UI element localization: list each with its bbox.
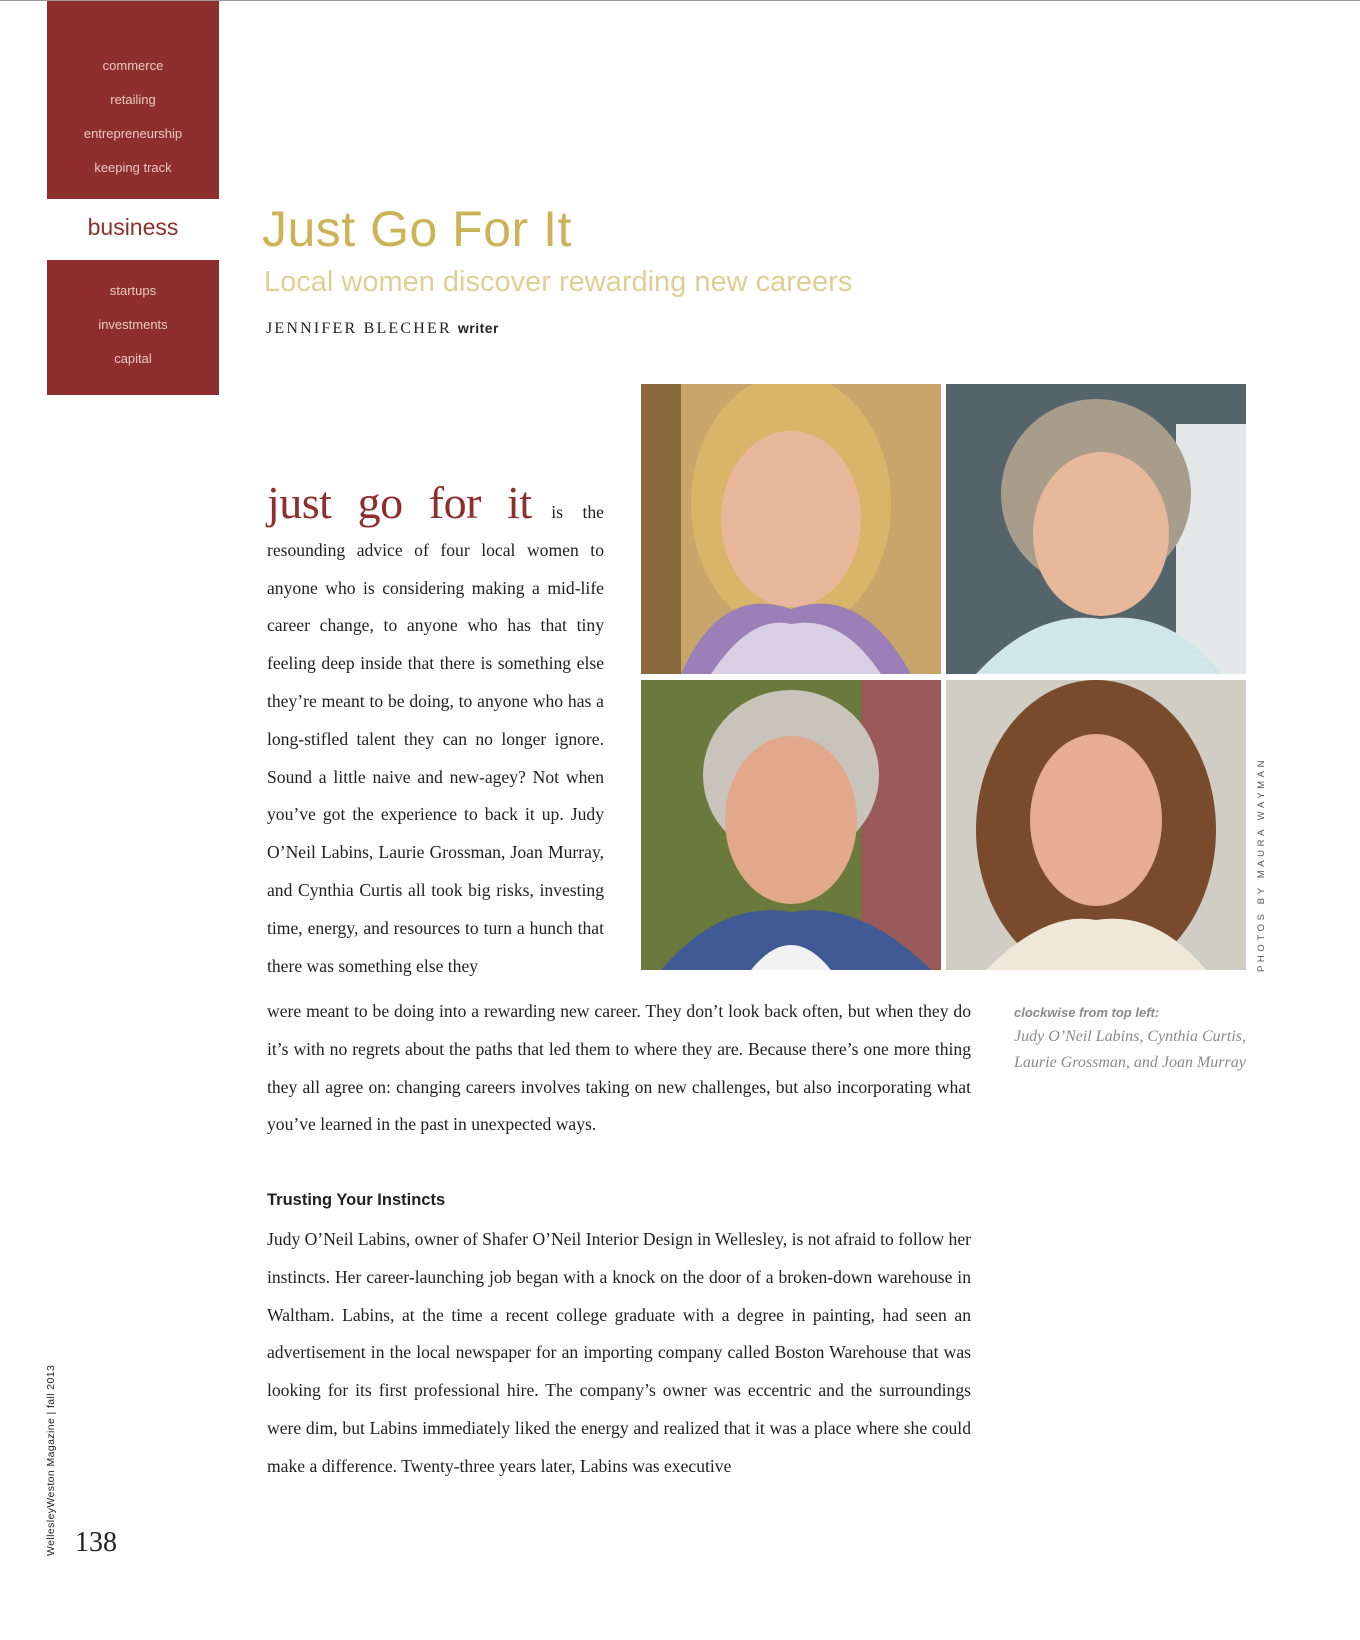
dropcap-lead: just go for it: [267, 477, 532, 528]
article-subtitle: Local women discover rewarding new careers: [264, 266, 853, 298]
photo-caption: [1014, 1005, 1264, 1076]
portrait-grid: [641, 384, 1246, 970]
nav-item-commerce[interactable]: commerce: [102, 58, 164, 73]
section-heading: Trusting Your Instincts: [267, 1191, 446, 1209]
author-role: writer: [457, 320, 499, 336]
photo-credit: PHOTOS BY MAURA WAYMAN: [1256, 756, 1267, 972]
lead-text: is the resounding advice of four local women to anyone who is considering making a mid-life career change, to anyone who has that tiny feeling deep inside that there is something else they’re meant to be doing, to anyone who has a long-stifled talent they can no longer ignore. Sound a little naive and new-agey? Not when you’ve got the experience to back it up. Judy O’Neil Labins, Laurie Grossman, Joan Murray, and Cynthia Curtis all took big risks, investing time, energy, and resources to turn a hunch that there was something else they: [267, 502, 604, 976]
nav-item-retailing[interactable]: retailing: [110, 92, 156, 107]
portrait-photo-top-left: [641, 384, 941, 674]
caption-names: Judy O’Neil Labins, Cynthia Curtis, Laurie Grossman, and Joan Murray: [1014, 1028, 1246, 1071]
portrait-photo-bottom-left: [641, 680, 941, 970]
section-paragraph: Judy O’Neil Labins, owner of Shafer O’Neil Interior Design in Wellesley, is not afraid to follow her instincts. Her career-launching job began with a knock on the door of a broken-down warehouse in Waltham. Labins, at the time a recent college graduate with a degree in painting, had seen an advertisement in the local newspaper for an importing company called Boston Warehouse that was looking for its first professional hire. The company’s owner was eccentric and the surroundings were dim, but Labins immediately liked the energy and realized that it was a place where she could make a difference. Twenty-three years later, Labins was executive: [267, 1229, 971, 1476]
nav-item-capital[interactable]: capital: [114, 351, 152, 366]
nav-item-keeping-track[interactable]: keeping track: [94, 160, 172, 175]
nav-item-startups[interactable]: startups: [109, 283, 157, 298]
section-nav-bottom: [47, 260, 219, 395]
author-name: JENNIFER BLECHER: [266, 320, 452, 337]
section-label: business: [87, 214, 179, 240]
lead-paragraph: [267, 477, 604, 985]
portrait-photo-bottom-right: [946, 680, 1246, 970]
nav-item-investments[interactable]: investments: [98, 317, 168, 332]
page-number: 138: [75, 1527, 117, 1558]
article-title: Just Go For It: [262, 201, 572, 257]
byline: [266, 320, 499, 338]
publication-info: WellesleyWeston Magazine | fall 2013: [45, 1364, 57, 1556]
nav-item-entrepreneurship[interactable]: entrepreneurship: [83, 126, 183, 141]
caption-lead: clockwise from top left:: [1014, 1005, 1160, 1020]
portrait-photo-top-right: [946, 384, 1246, 674]
lead-paragraph-continued: were meant to be doing into a rewarding new career. They don’t look back often, but when they do it’s with no regrets about the paths that led them to where they are. Because there’s one more thing they all agree on: changing careers involves taking on new challenges, but also incorporating what you’ve learned in the past in unexpected ways.: [267, 1001, 971, 1135]
section-nav-top: [47, 1, 219, 199]
